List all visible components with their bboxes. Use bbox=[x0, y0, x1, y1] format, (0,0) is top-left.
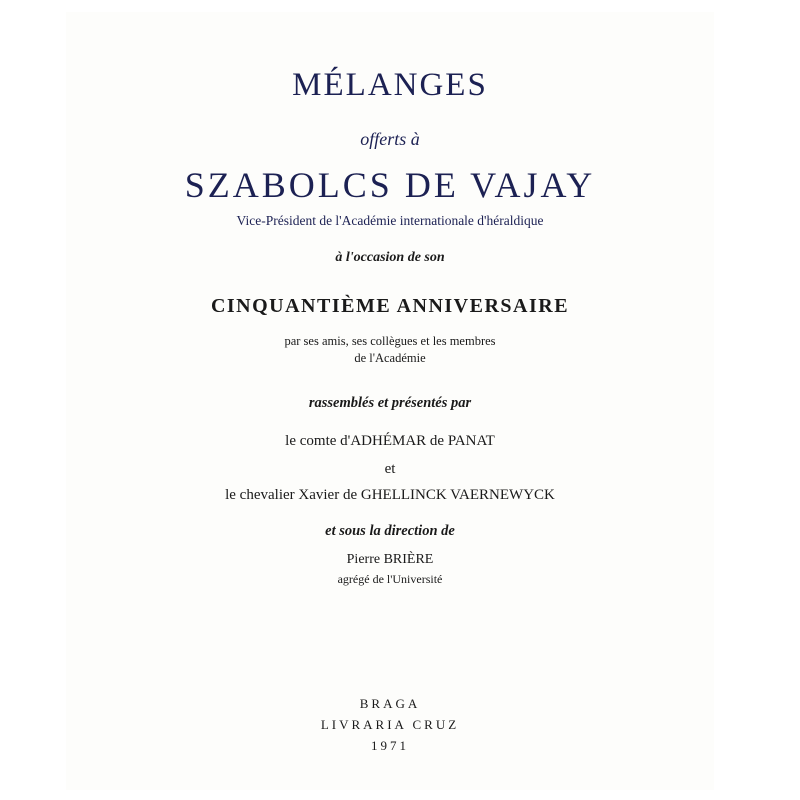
anniversary-heading: CINQUANTIÈME ANNIVERSAIRE bbox=[210, 295, 570, 317]
title-page bbox=[66, 12, 714, 790]
editor-1: le comte d'ADHÉMAR de PANAT bbox=[285, 433, 495, 449]
imprint-publisher: LIVRARIA CRUZ bbox=[320, 717, 460, 732]
honoree-name: SZABOLCS DE VAJAY bbox=[184, 165, 596, 205]
editor-2: le chevalier Xavier de GHELLINCK VAERNEWYCK bbox=[225, 487, 555, 503]
and-text: et bbox=[384, 461, 396, 477]
offered-to-text: offerts à bbox=[360, 129, 420, 149]
direction-text: et sous la direction de bbox=[325, 523, 455, 539]
occasion-text: à l'occasion de son bbox=[335, 250, 445, 265]
contributors-line-2: de l'Académie bbox=[354, 351, 426, 365]
honoree-role: Vice-Président de l'Académie internationale d'héraldique bbox=[236, 213, 544, 228]
contributors-line-1: par ses amis, ses collègues et les membres bbox=[284, 334, 496, 348]
imprint-year: 1971 bbox=[371, 738, 409, 753]
imprint-city: BRAGA bbox=[359, 696, 421, 711]
collected-by-text: rassemblés et présentés par bbox=[308, 395, 472, 411]
director-title: agrégé de l'Université bbox=[337, 572, 443, 586]
director-name: Pierre BRIÈRE bbox=[346, 552, 434, 567]
book-title: MÉLANGES bbox=[292, 67, 488, 103]
